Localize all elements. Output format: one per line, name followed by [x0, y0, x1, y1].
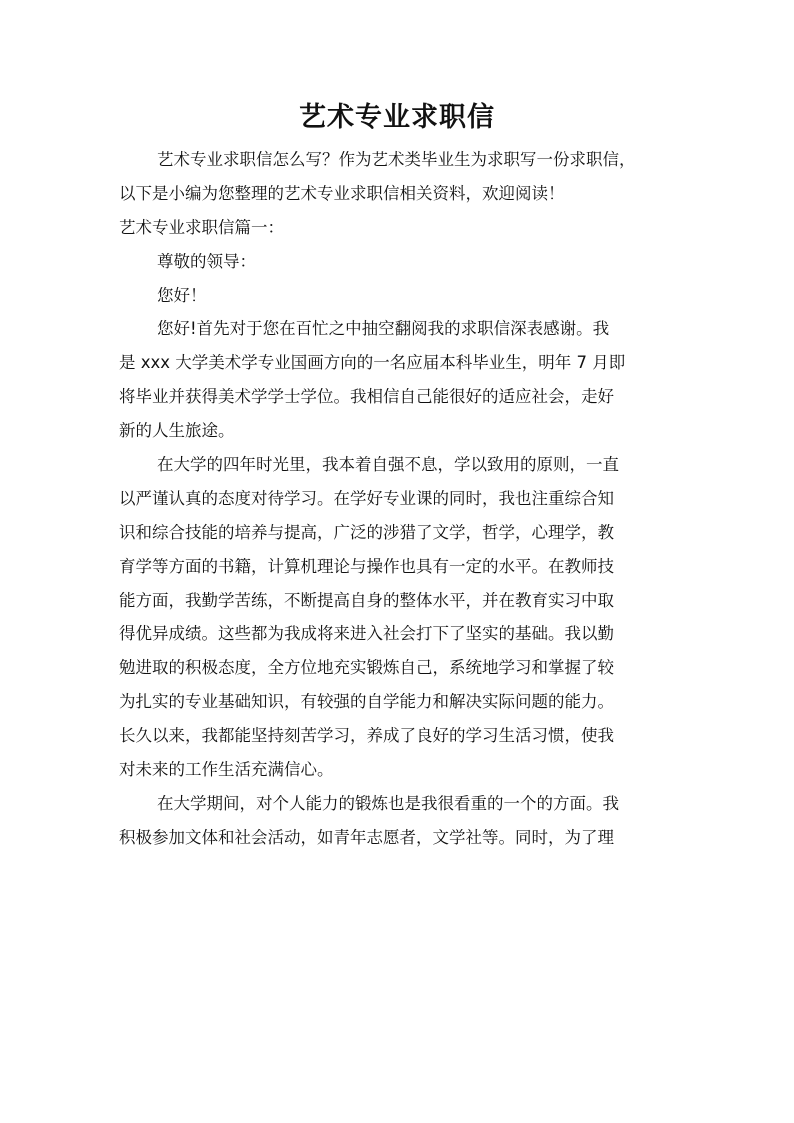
text-line: 以严谨认真的态度对待学习。在学好专业课的同时，我也注重综合知 — [119, 488, 614, 508]
text-line: 您好!首先对于您在百忙之中抽空翻阅我的求职信深表感谢。我 — [157, 319, 610, 339]
section-heading: 艺术专业求职信篇一： — [119, 217, 284, 237]
text-line: 在大学期间，对个人能力的锻炼也是我很看重的一个的方面。我 — [157, 793, 619, 813]
text-line: 识和综合技能的培养与提高，广泛的涉猎了文学，哲学，心理学，教 — [119, 522, 614, 542]
text-line: 育学等方面的书籍，计算机理论与操作也具有一定的水平。在教师技 — [119, 556, 614, 576]
text-line: 以下是小编为您整理的艺术专业求职信相关资料，欢迎阅读！ — [119, 183, 565, 203]
text-line: 勉进取的积极态度，全方位地充实锻炼自己，系统地学习和掌握了较 — [119, 658, 614, 678]
document-title: 艺术专业求职信 — [299, 102, 495, 133]
text-line: 为扎实的专业基础知识，有较强的自学能力和解决实际问题的能力。 — [119, 692, 614, 712]
greeting: 您好！ — [157, 285, 207, 305]
text-line: 长久以来，我都能坚持刻苦学习，养成了良好的学习生活习惯，使我 — [119, 726, 614, 746]
document-body — [119, 143, 685, 855]
text-line: 得优异成绩。这些都为我成将来进入社会打下了坚实的基础。我以勤 — [119, 624, 614, 644]
text-line: 对未来的工作生活充满信心。 — [119, 760, 334, 780]
text-line: 艺术专业求职信怎么写？作为艺术类毕业生为求职写一份求职信， — [157, 150, 636, 169]
text-line: 在大学的四年时光里，我本着自强不息，学以致用的原则，一直 — [157, 455, 619, 475]
text-line: 将毕业并获得美术学学士学位。我相信自己能很好的适应社会，走好 — [119, 387, 614, 407]
text-line: 能方面，我勤学苦练，不断提高自身的整体水平，并在教育实习中取 — [119, 590, 614, 610]
text-line: 是 xxx 大学美术学专业国画方向的一名应届本科毕业生，明年 7 月即 — [119, 353, 626, 373]
text-line: 新的人生旅途。 — [119, 421, 235, 441]
salutation: 尊敬的领导： — [157, 251, 256, 271]
text-line: 积极参加文体和社会活动，如青年志愿者，文学社等。同时，为了理 — [119, 827, 614, 847]
